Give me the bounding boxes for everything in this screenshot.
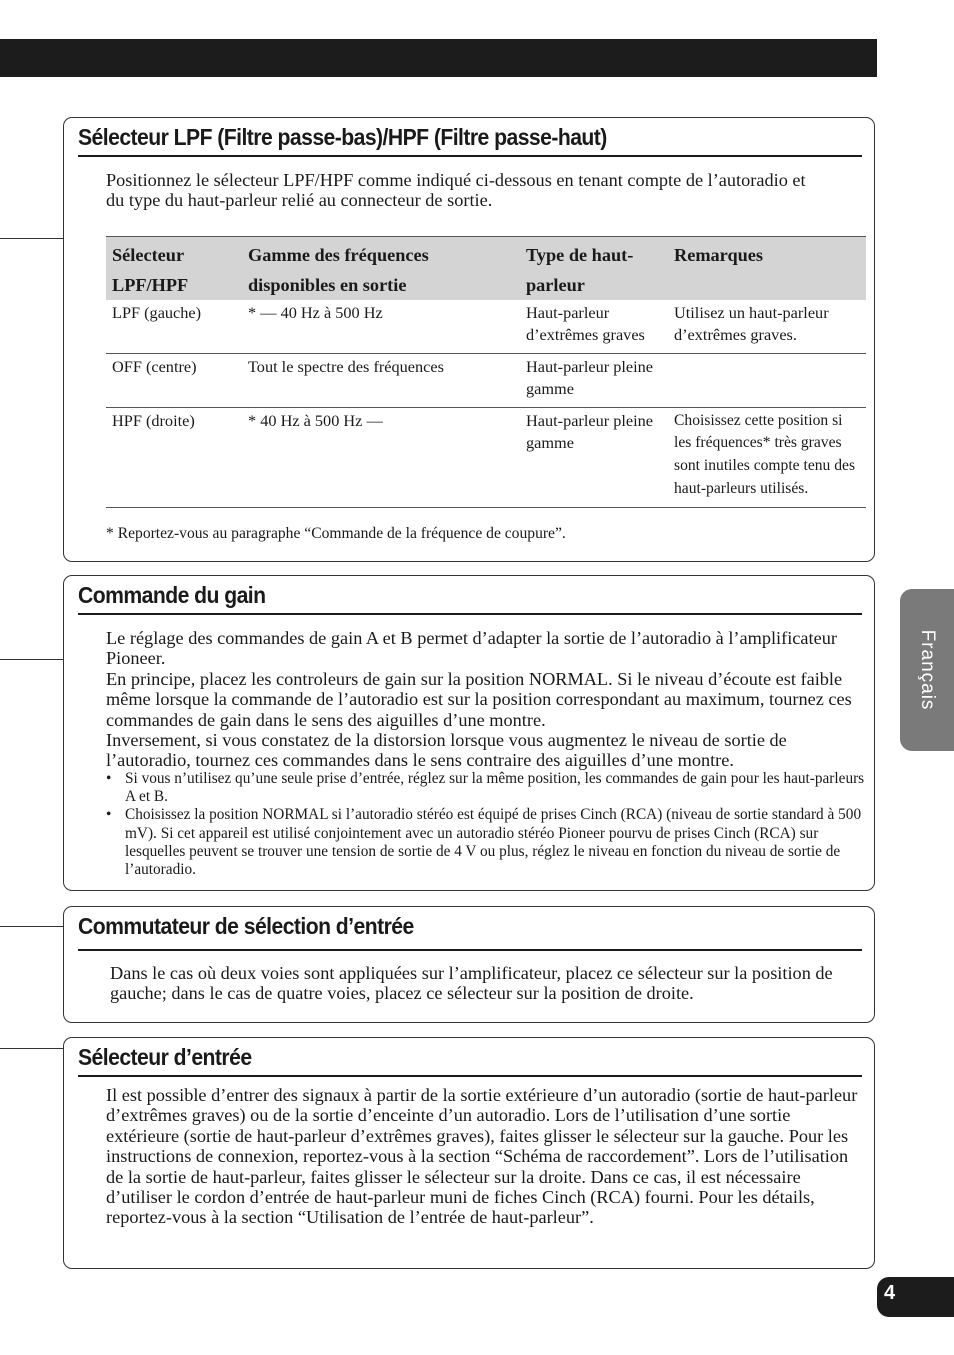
- table-cell: Haut-parleur d’extrêmes graves: [520, 300, 668, 353]
- list-item-text: Si vous n’utilisez qu’une seule prise d’entrée, réglez sur la même position, les commandes de gain pour les haut-parleurs A et B.: [125, 770, 865, 806]
- table-cell: * 40 Hz à 500 Hz —: [242, 407, 520, 507]
- list-item: [106, 806, 866, 879]
- table-footnote: * Reportez-vous au paragraphe “Commande de la fréquence de coupure”.: [106, 525, 566, 542]
- bullet-marker: •: [106, 770, 112, 787]
- table-header-frequency: Gamme des fréquences disponibles en sortie: [242, 237, 520, 301]
- title-rule: [78, 949, 862, 951]
- section-title: Commutateur de sélection d’entrée: [78, 913, 414, 939]
- section-title: Commande du gain: [78, 582, 266, 608]
- paragraph: Le réglage des commandes de gain A et B permet d’adapter la sortie de l’autoradio à l’amplificateur Pioneer.: [106, 628, 837, 669]
- table-header-row: [106, 237, 866, 301]
- section-connector-line: [0, 1048, 63, 1049]
- table-row: [106, 300, 866, 353]
- page-number: 4: [884, 1282, 896, 1304]
- table-cell: HPF (droite): [106, 407, 242, 507]
- section-connector-line: [0, 238, 63, 239]
- section-lpf-hpf: [63, 117, 875, 562]
- table-cell: [668, 353, 866, 407]
- title-rule: [78, 155, 862, 157]
- title-rule: [78, 613, 862, 615]
- section-body: Dans le cas où deux voies sont appliquées sur l’amplificateur, placez ce sélecteur sur la position de gauche; dans le cas de quatre voies, placez ce sélecteur sur la position de droite.: [110, 963, 833, 1004]
- language-tab-label: Français: [917, 629, 938, 711]
- section-title: Sélecteur d’entrée: [78, 1044, 252, 1070]
- table-header-selector: Sélecteur LPF/HPF: [106, 237, 242, 301]
- section-intro: Positionnez le sélecteur LPF/HPF comme indiqué ci-dessous en tenant compte de l’autoradio et du type du haut-parleur relié au connecteur de sortie.: [106, 170, 806, 211]
- table-cell: * — 40 Hz à 500 Hz: [242, 300, 520, 353]
- table-cell: Haut-parleur pleine gamme: [520, 353, 668, 407]
- table-cell: Utilisez un haut-parleur d’extrêmes graves.: [668, 300, 866, 353]
- table-row: [106, 353, 866, 407]
- section-input-selection-switch: [63, 906, 875, 1023]
- table-cell: OFF (centre): [106, 353, 242, 407]
- table-cell: LPF (gauche): [106, 300, 242, 353]
- list-item-text: Choisissez la position NORMAL si l’autoradio stéréo est équipé de prises Cinch (RCA) (niveau de sortie standard à 500 mV). Si cet appareil est utilisé conjointement avec un autoradio stéréo Pioneer pourvu de prises Cinch (RCA) sur lesquelles peuvent se trouver une tension de sortie de 4 V ou plus, réglez le niveau en fonction du niveau de sortie de l’autoradio.: [125, 806, 862, 879]
- section-connector-line: [0, 659, 63, 660]
- section-body: Il est possible d’entrer des signaux à partir de la sortie extérieure d’un autoradio (sortie de haut-parleur d’extrêmes graves) ou de la sortie d’enceinte d’un autoradio. Lors de l’utilisation d’une sortie extérieure (sortie de haut-parleur d’extrêmes graves), faites glisser le sélecteur sur la gauche. Pour les instructions de connexion, reportez-vous à la section “Schéma de raccordement”. Lors de l’utilisation de la sortie de haut-parleur, faites glisser le sélecteur sur la droite. Dans ce cas, il est nécessaire d’utiliser le cordon d’entrée de haut-parleur muni de fiches Cinch (RCA) fourni. Pour les détails, reportez-vous à la section “Utilisation de l’entrée de haut-parleur”.: [106, 1085, 858, 1228]
- paragraph: Inversement, si vous constatez de la distorsion lorsque vous augmentez le niveau de sortie de l’autoradio, tournez ces commandes dans le sens contraire des aiguilles d’une montre.: [106, 730, 787, 771]
- table-cell: Choisissez cette position si les fréquences* très graves sont inutiles compte tenu des haut-parleurs utilisés.: [668, 407, 866, 507]
- bullet-marker: •: [106, 806, 112, 824]
- header-bar: [0, 39, 877, 77]
- title-rule: [78, 1075, 862, 1077]
- paragraph: En principe, placez les controleurs de gain sur la position NORMAL. Si le niveau d’écoute est faible même lorsque la commande de l’autoradio est sur la position correspondant au maximum, tournez ces commandes de gain dans le sens des aiguilles d’une montre.: [106, 668, 852, 730]
- table-cell: Tout le spectre des fréquences: [242, 353, 520, 407]
- section-input-selector: [63, 1037, 875, 1269]
- table-header-remarks: Remarques: [668, 237, 866, 301]
- bullet-list: [106, 770, 866, 879]
- lpf-hpf-table: [106, 236, 866, 508]
- section-connector-line: [0, 926, 63, 927]
- section-gain-control: [63, 575, 875, 891]
- table-row: [106, 407, 866, 507]
- table-header-speaker-type: Type de haut-parleur: [520, 237, 668, 301]
- list-item: [106, 770, 866, 806]
- section-title: Sélecteur LPF (Filtre passe-bas)/HPF (Filtre passe-haut): [78, 124, 607, 150]
- table-cell: Haut-parleur pleine gamme: [520, 407, 668, 507]
- section-body: [106, 628, 866, 771]
